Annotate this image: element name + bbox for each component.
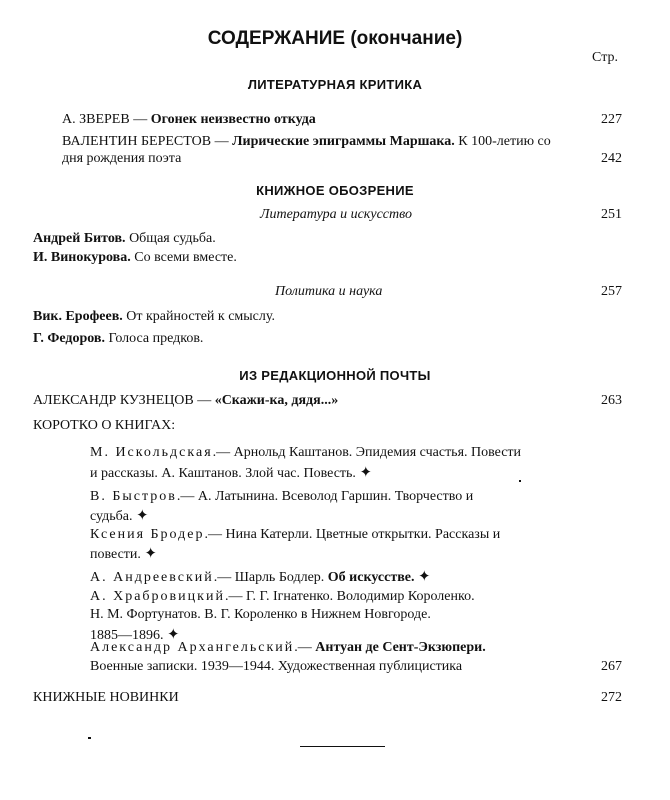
toc-entry-erofeev: [33, 309, 275, 325]
four-point-star-icon: ✦: [136, 508, 149, 524]
toc-entry-bitov: [33, 231, 216, 247]
toc-entry-berestov: ВАЛЕНТИН БЕРЕСТОВ — Лирические эпиграммы Маршака. К 100-летию со: [62, 134, 551, 149]
entry-title: От крайностей к смыслу.: [122, 309, 275, 324]
short-review-line: судьба. ✦: [90, 508, 149, 524]
entry-author: ВАЛЕНТИН БЕРЕСТОВ: [62, 134, 212, 149]
page-number: 267: [601, 659, 622, 674]
short-review-line: Военные записки. 1939—1944. Художественная публицистика: [90, 659, 463, 674]
four-point-star-icon: ✦: [144, 546, 157, 562]
subsection-label: Литература и искусство: [260, 207, 413, 222]
entry-author: А. ЗВЕРЕВ: [62, 112, 130, 127]
entry-title: Огонек неизвестно откуда: [150, 112, 316, 127]
toc-entry-vinokurova: [33, 250, 237, 266]
section-heading-literary-criticism: ЛИТЕРАТУРНАЯ КРИТИКА: [247, 77, 423, 92]
reviewer-name: А. Храбровицкий: [90, 589, 225, 604]
short-review-iskoldskaya: М. Искольдская.— Арнольд Каштанов. Эпидемия счастья. Повести: [90, 445, 522, 460]
section-label-short-reviews: КОРОТКО О КНИГАХ:: [33, 418, 176, 433]
short-review-line: 1885—1896. ✦: [90, 627, 180, 643]
short-review-bystrov: В. Быстров.— А. Латынина. Всеволод Гаршин. Творчество и: [90, 489, 474, 504]
entry-title: Голоса предков.: [104, 331, 204, 346]
page-column-label: Стр.: [592, 50, 618, 65]
short-review-arkhangelsky: Александр Архангельский.— Антуан де Сент-Экзюпери.: [90, 640, 486, 655]
four-point-star-icon: ✦: [417, 569, 431, 585]
page-number: 263: [601, 393, 622, 408]
four-point-star-icon: ✦: [167, 627, 180, 643]
reviewer-name: В. Быстров: [90, 489, 177, 504]
toc-entry-kuznetsov: АЛЕКСАНДР КУЗНЕЦОВ — «Скажи-ка, дядя...»: [33, 393, 339, 408]
short-review-broder: Ксения Бродер.— Нина Катерли. Цветные открытки. Рассказы и: [90, 527, 501, 542]
section-heading-book-review: КНИЖНОЕ ОБОЗРЕНИЕ: [256, 183, 414, 198]
short-review-line: повести. ✦: [90, 546, 157, 562]
short-review-andreevsky: А. Андреевский.— Шарль Бодлер. Об искусстве. ✦: [90, 569, 431, 585]
page-number: 242: [601, 151, 622, 166]
four-point-star-icon: ✦: [359, 465, 373, 481]
entry-author: Г. Федоров.: [33, 331, 105, 346]
reviewer-name: А. Андреевский: [90, 570, 214, 585]
page-number: 227: [601, 112, 622, 127]
section-heading-editorial-mail: ИЗ РЕДАКЦИОННОЙ ПОЧТЫ: [239, 368, 431, 383]
page-number: 272: [601, 690, 622, 705]
entry-author: АЛЕКСАНДР КУЗНЕЦОВ: [33, 393, 194, 408]
print-speck: [519, 480, 521, 482]
toc-entry-zverev: А. ЗВЕРЕВ — Огонек неизвестно откуда: [62, 112, 316, 127]
entry-author: И. Винокурова.: [33, 250, 131, 265]
toc-entry-fedorov: [33, 331, 203, 347]
reviewer-name: М. Искольдская: [90, 445, 213, 460]
page-number: 257: [601, 284, 622, 299]
reviewer-name: Александр Архангельский: [90, 640, 295, 655]
reviewer-name: Ксения Бродер: [90, 527, 205, 542]
short-review-line: и рассказы. А. Каштанов. Злой час. Повесть. ✦: [90, 465, 373, 481]
entry-title: Общая судьба.: [125, 231, 216, 246]
entry-title: Со всеми вместе.: [130, 250, 237, 265]
section-label-new-books: КНИЖНЫЕ НОВИНКИ: [33, 690, 179, 705]
page-title: СОДЕРЖАНИЕ (окончание): [207, 28, 463, 49]
short-review-line: Н. М. Фортунатов. В. Г. Короленко в Нижнем Новгороде.: [90, 607, 431, 622]
page-number: 251: [601, 207, 622, 222]
toc-entry-continuation: дня рождения поэта: [62, 151, 182, 166]
closing-rule: [300, 746, 385, 747]
entry-author: Вик. Ерофеев.: [33, 309, 123, 324]
short-review-khrabrovitsky: А. Храбровицкий.— Г. Г. Ігнатенко. Володимир Короленко.: [90, 589, 475, 604]
entry-title: «Скажи-ка, дядя...»: [214, 393, 339, 408]
subsection-label: Политика и наука: [275, 284, 383, 299]
print-speck: [88, 737, 91, 739]
entry-author: Андрей Битов.: [33, 231, 126, 246]
entry-title: Лирические эпиграммы Маршака.: [232, 134, 455, 149]
